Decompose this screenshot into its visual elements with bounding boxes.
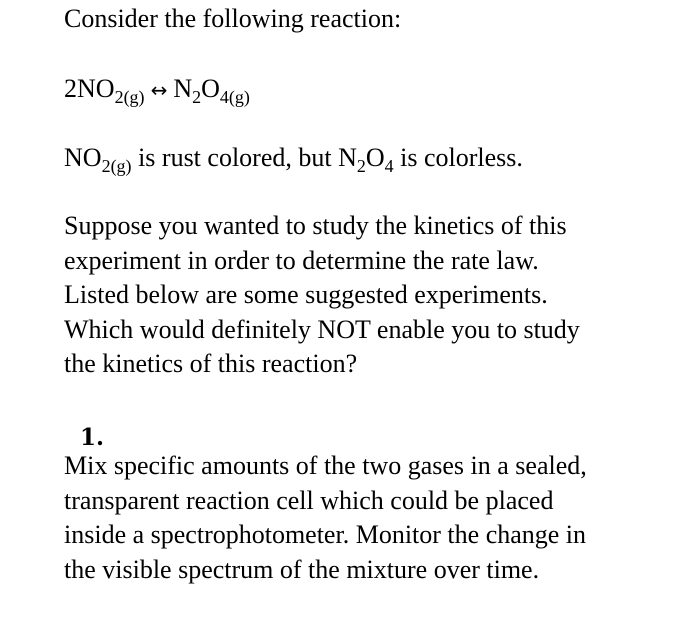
- o4-subscript: 4: [384, 156, 394, 176]
- o-formula: O: [365, 143, 385, 172]
- question-line: Suppose you wanted to study the kinetics of this: [64, 211, 567, 240]
- color-note-end: is colorless.: [393, 143, 523, 172]
- reactant-subscript: 2(g): [114, 87, 145, 107]
- option-line: transparent reaction cell which could be placed: [64, 485, 554, 515]
- color-note: [64, 141, 523, 175]
- product-o-subscript: 4(g): [219, 87, 250, 107]
- reaction-equation: [64, 72, 250, 107]
- product-n-subscript: 2: [192, 87, 202, 107]
- question-paragraph: [64, 209, 680, 382]
- option-line: Mix specific amounts of the two gases in a sealed,: [64, 451, 587, 480]
- option-line: the visible spectrum of the mixture over time.: [64, 554, 540, 584]
- no2-formula: NO: [64, 143, 102, 172]
- product-n: N: [173, 74, 193, 103]
- product-o: O: [201, 74, 220, 103]
- no2-subscript: 2(g): [101, 156, 132, 176]
- question-line: the kinetics of this reaction?: [64, 349, 358, 378]
- option-number: 1.: [80, 424, 105, 451]
- color-note-middle: is rust colored, but N: [131, 143, 357, 172]
- intro-text: Consider the following reaction:: [64, 4, 402, 33]
- question-line: Listed below are some suggested experiments.: [64, 280, 548, 309]
- equilibrium-arrow-icon: ↔: [150, 78, 168, 102]
- reactant-formula: 2NO: [64, 74, 115, 103]
- question-line: experiment in order to determine the rate law.: [64, 245, 539, 275]
- n2-subscript: 2: [356, 156, 366, 176]
- option-line: inside a spectrophotometer. Monitor the change in: [64, 520, 587, 549]
- question-line: Which would definitely NOT enable you to study: [64, 314, 580, 344]
- option-text: [64, 449, 680, 587]
